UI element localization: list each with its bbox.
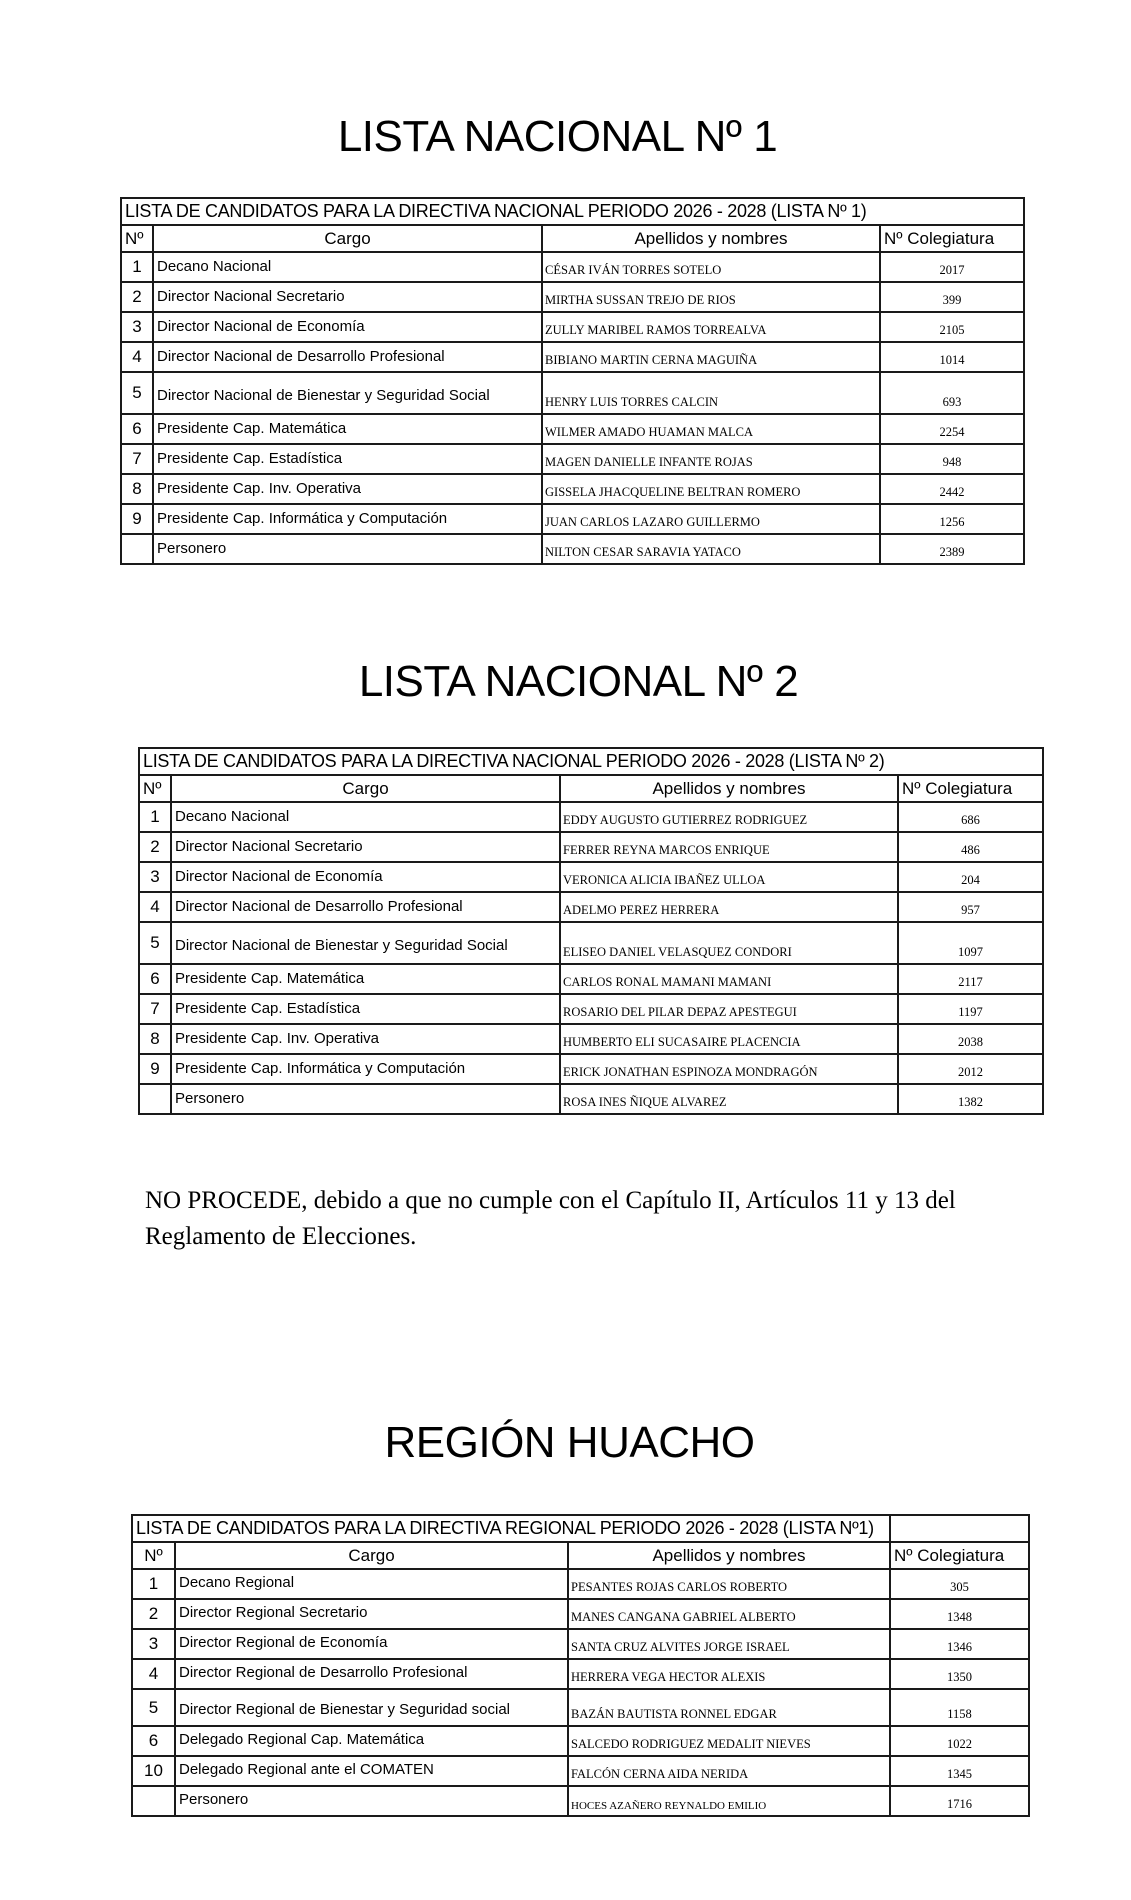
column-header-cargo: Cargo xyxy=(171,775,560,802)
row-number: 3 xyxy=(132,1629,175,1659)
column-header-colegiatura: Nº Colegiatura xyxy=(898,775,1043,802)
row-colegiatura: 2038 xyxy=(898,1024,1043,1054)
row-number: 10 xyxy=(132,1756,175,1786)
row-cargo: Presidente Cap. Inv. Operativa xyxy=(171,1024,560,1054)
row-number: 1 xyxy=(121,252,153,282)
row-nombre: HERRERA VEGA HECTOR ALEXIS xyxy=(568,1659,890,1689)
row-number xyxy=(132,1786,175,1816)
candidates-table-region-huacho xyxy=(131,1514,1030,1817)
row-cargo: Decano Nacional xyxy=(153,252,542,282)
table-title-row xyxy=(121,198,1024,225)
column-header-number: Nº xyxy=(132,1542,175,1569)
row-cargo: Presidente Cap. Inv. Operativa xyxy=(153,474,542,504)
row-colegiatura: 2389 xyxy=(880,534,1024,564)
row-colegiatura: 486 xyxy=(898,832,1043,862)
table-row xyxy=(139,1054,1043,1084)
row-cargo: Director Nacional de Bienestar y Seguridad Social xyxy=(171,922,560,964)
row-colegiatura: 1158 xyxy=(890,1689,1029,1726)
row-colegiatura: 2254 xyxy=(880,414,1024,444)
row-number: 6 xyxy=(121,414,153,444)
table-row xyxy=(139,1084,1043,1114)
row-nombre: MIRTHA SUSSAN TREJO DE RIOS xyxy=(542,282,880,312)
rejection-note: NO PROCEDE, debido a que no cumple con el Capítulo II, Artículos 11 y 13 del Reglamento de Elecciones. xyxy=(145,1187,956,1250)
section-heading-lista-1: LISTA NACIONAL Nº 1 xyxy=(337,112,778,161)
row-colegiatura: 1346 xyxy=(890,1629,1029,1659)
row-colegiatura: 1716 xyxy=(890,1786,1029,1816)
row-colegiatura: 948 xyxy=(880,444,1024,474)
row-cargo: Presidente Cap. Informática y Computación xyxy=(171,1054,560,1084)
row-colegiatura: 1014 xyxy=(880,342,1024,372)
table-row xyxy=(139,964,1043,994)
column-header-number: Nº xyxy=(139,775,171,802)
row-nombre: SALCEDO RODRIGUEZ MEDALIT NIEVES xyxy=(568,1726,890,1756)
table-header-row xyxy=(121,225,1024,252)
row-number: 2 xyxy=(132,1599,175,1629)
row-number: 4 xyxy=(139,892,171,922)
column-header-cargo: Cargo xyxy=(175,1542,568,1569)
row-nombre: ROSA INES ÑIQUE ALVAREZ xyxy=(560,1084,898,1114)
row-number: 4 xyxy=(132,1659,175,1689)
section-heading-region-huacho: REGIÓN HUACHO xyxy=(384,1418,755,1467)
row-nombre: FERRER REYNA MARCOS ENRIQUE xyxy=(560,832,898,862)
row-cargo: Personero xyxy=(153,534,542,564)
row-nombre: BIBIANO MARTIN CERNA MAGUIÑA xyxy=(542,342,880,372)
row-nombre: FALCÓN CERNA AIDA NERIDA xyxy=(568,1756,890,1786)
row-cargo: Director Regional de Desarrollo Profesional xyxy=(175,1659,568,1689)
row-colegiatura: 2012 xyxy=(898,1054,1043,1084)
row-colegiatura: 693 xyxy=(880,372,1024,414)
row-cargo: Personero xyxy=(171,1084,560,1114)
column-header-nombres: Apellidos y nombres xyxy=(568,1542,890,1569)
row-nombre: HENRY LUIS TORRES CALCIN xyxy=(542,372,880,414)
row-nombre: CÉSAR IVÁN TORRES SOTELO xyxy=(542,252,880,282)
row-nombre: MAGEN DANIELLE INFANTE ROJAS xyxy=(542,444,880,474)
table-row xyxy=(121,534,1024,564)
row-colegiatura: 399 xyxy=(880,282,1024,312)
table-row xyxy=(139,922,1043,964)
row-number xyxy=(139,1084,171,1114)
table-title-row xyxy=(139,748,1043,775)
row-colegiatura: 2442 xyxy=(880,474,1024,504)
row-nombre: ELISEO DANIEL VELASQUEZ CONDORI xyxy=(560,922,898,964)
table-row xyxy=(132,1726,1029,1756)
row-nombre: CARLOS RONAL MAMANI MAMANI xyxy=(560,964,898,994)
row-nombre: NILTON CESAR SARAVIA YATACO xyxy=(542,534,880,564)
row-number: 9 xyxy=(139,1054,171,1084)
table-title-row xyxy=(132,1515,1029,1542)
row-colegiatura: 957 xyxy=(898,892,1043,922)
row-colegiatura: 1097 xyxy=(898,922,1043,964)
table-row xyxy=(132,1659,1029,1689)
table-row xyxy=(121,444,1024,474)
row-nombre: WILMER AMADO HUAMAN MALCA xyxy=(542,414,880,444)
row-cargo: Personero xyxy=(175,1786,568,1816)
row-colegiatura: 2017 xyxy=(880,252,1024,282)
row-nombre: ZULLY MARIBEL RAMOS TORREALVA xyxy=(542,312,880,342)
table-title: LISTA DE CANDIDATOS PARA LA DIRECTIVA REGIONAL PERIODO 2026 - 2028 (LISTA Nº1) xyxy=(132,1515,890,1542)
row-number: 3 xyxy=(121,312,153,342)
table-row xyxy=(132,1786,1029,1816)
column-header-cargo: Cargo xyxy=(153,225,542,252)
row-cargo: Presidente Cap. Informática y Computación xyxy=(153,504,542,534)
row-cargo: Presidente Cap. Matemática xyxy=(153,414,542,444)
candidates-table-lista-1 xyxy=(120,197,1025,565)
row-number: 5 xyxy=(121,372,153,414)
table-row xyxy=(121,252,1024,282)
table-row xyxy=(132,1599,1029,1629)
row-number: 1 xyxy=(132,1569,175,1599)
row-colegiatura: 2105 xyxy=(880,312,1024,342)
row-cargo: Director Regional Secretario xyxy=(175,1599,568,1629)
column-header-number: Nº xyxy=(121,225,153,252)
table-row xyxy=(139,994,1043,1024)
table-row xyxy=(132,1689,1029,1726)
row-number: 6 xyxy=(132,1726,175,1756)
table-row xyxy=(121,282,1024,312)
table-row xyxy=(121,474,1024,504)
row-nombre: HUMBERTO ELI SUCASAIRE PLACENCIA xyxy=(560,1024,898,1054)
table-title: LISTA DE CANDIDATOS PARA LA DIRECTIVA NACIONAL PERIODO 2026 - 2028 (LISTA Nº 2) xyxy=(139,748,1043,775)
table-row xyxy=(139,892,1043,922)
row-cargo: Director Nacional Secretario xyxy=(153,282,542,312)
row-nombre: HOCES AZAÑERO REYNALDO EMILIO xyxy=(568,1786,890,1816)
row-cargo: Presidente Cap. Matemática xyxy=(171,964,560,994)
column-header-colegiatura: Nº Colegiatura xyxy=(880,225,1024,252)
row-nombre: EDDY AUGUSTO GUTIERREZ RODRIGUEZ xyxy=(560,802,898,832)
row-nombre: SANTA CRUZ ALVITES JORGE ISRAEL xyxy=(568,1629,890,1659)
row-nombre: ADELMO PEREZ HERRERA xyxy=(560,892,898,922)
row-number: 2 xyxy=(121,282,153,312)
row-colegiatura: 1350 xyxy=(890,1659,1029,1689)
row-number: 6 xyxy=(139,964,171,994)
table-header-row xyxy=(132,1542,1029,1569)
row-nombre: JUAN CARLOS LAZARO GUILLERMO xyxy=(542,504,880,534)
table-title: LISTA DE CANDIDATOS PARA LA DIRECTIVA NACIONAL PERIODO 2026 - 2028 (LISTA Nº 1) xyxy=(121,198,1024,225)
row-nombre: MANES CANGANA GABRIEL ALBERTO xyxy=(568,1599,890,1629)
row-nombre: VERONICA ALICIA IBAÑEZ ULLOA xyxy=(560,862,898,892)
table-row xyxy=(139,802,1043,832)
row-cargo: Presidente Cap. Estadística xyxy=(153,444,542,474)
row-number: 9 xyxy=(121,504,153,534)
row-colegiatura: 204 xyxy=(898,862,1043,892)
section-heading-lista-2: LISTA NACIONAL Nº 2 xyxy=(358,657,799,706)
row-cargo: Director Regional de Economía xyxy=(175,1629,568,1659)
row-colegiatura: 1345 xyxy=(890,1756,1029,1786)
row-number: 8 xyxy=(121,474,153,504)
row-colegiatura: 1022 xyxy=(890,1726,1029,1756)
row-cargo: Decano Regional xyxy=(175,1569,568,1599)
row-cargo: Delegado Regional Cap. Matemática xyxy=(175,1726,568,1756)
column-header-nombres: Apellidos y nombres xyxy=(560,775,898,802)
row-number: 4 xyxy=(121,342,153,372)
row-cargo: Director Nacional de Desarrollo Profesional xyxy=(171,892,560,922)
row-nombre: BAZÁN BAUTISTA RONNEL EDGAR xyxy=(568,1689,890,1726)
column-header-colegiatura: Nº Colegiatura xyxy=(890,1542,1029,1569)
row-number: 1 xyxy=(139,802,171,832)
table-row xyxy=(121,312,1024,342)
row-number: 3 xyxy=(139,862,171,892)
row-number: 8 xyxy=(139,1024,171,1054)
table-title-empty-cell xyxy=(890,1515,1029,1542)
table-row xyxy=(132,1569,1029,1599)
table-row xyxy=(139,1024,1043,1054)
table-row xyxy=(121,414,1024,444)
row-colegiatura: 2117 xyxy=(898,964,1043,994)
table-row xyxy=(139,862,1043,892)
row-colegiatura: 1256 xyxy=(880,504,1024,534)
row-number: 5 xyxy=(132,1689,175,1726)
row-colegiatura: 1348 xyxy=(890,1599,1029,1629)
table-row xyxy=(139,832,1043,862)
table-row xyxy=(121,372,1024,414)
row-nombre: ROSARIO DEL PILAR DEPAZ APESTEGUI xyxy=(560,994,898,1024)
table-row xyxy=(121,342,1024,372)
row-number xyxy=(121,534,153,564)
row-number: 7 xyxy=(139,994,171,1024)
row-cargo: Delegado Regional ante el COMATEN xyxy=(175,1756,568,1786)
table-row xyxy=(121,504,1024,534)
row-nombre: PESANTES ROJAS CARLOS ROBERTO xyxy=(568,1569,890,1599)
row-number: 2 xyxy=(139,832,171,862)
row-cargo: Director Nacional de Bienestar y Seguridad Social xyxy=(153,372,542,414)
row-number: 7 xyxy=(121,444,153,474)
row-cargo: Presidente Cap. Estadística xyxy=(171,994,560,1024)
table-row xyxy=(132,1756,1029,1786)
row-cargo: Decano Nacional xyxy=(171,802,560,832)
table-row xyxy=(132,1629,1029,1659)
row-colegiatura: 1382 xyxy=(898,1084,1043,1114)
row-cargo: Director Nacional de Economía xyxy=(153,312,542,342)
row-cargo: Director Nacional de Desarrollo Profesional xyxy=(153,342,542,372)
row-cargo: Director Regional de Bienestar y Seguridad social xyxy=(175,1689,568,1726)
row-colegiatura: 305 xyxy=(890,1569,1029,1599)
row-colegiatura: 1197 xyxy=(898,994,1043,1024)
row-nombre: GISSELA JHACQUELINE BELTRAN ROMERO xyxy=(542,474,880,504)
column-header-nombres: Apellidos y nombres xyxy=(542,225,880,252)
row-number: 5 xyxy=(139,922,171,964)
row-colegiatura: 686 xyxy=(898,802,1043,832)
row-cargo: Director Nacional Secretario xyxy=(171,832,560,862)
row-cargo: Director Nacional de Economía xyxy=(171,862,560,892)
table-header-row xyxy=(139,775,1043,802)
row-nombre: ERICK JONATHAN ESPINOZA MONDRAGÓN xyxy=(560,1054,898,1084)
candidates-table-lista-2 xyxy=(138,747,1044,1115)
